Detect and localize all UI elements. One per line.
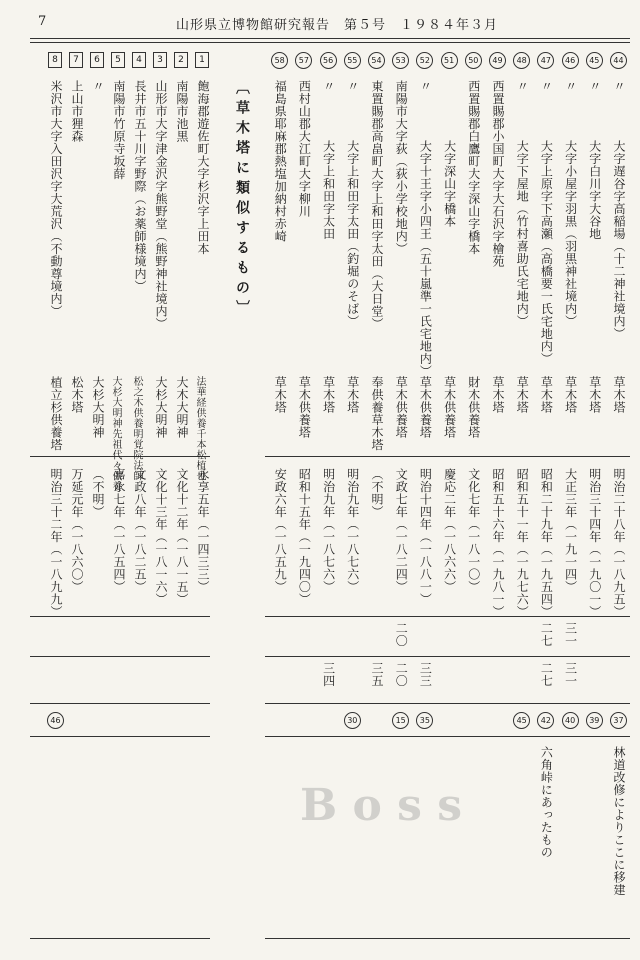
entry-number: 4 xyxy=(132,52,146,68)
entry-date: 明治二十八年（一八九五） xyxy=(612,468,626,618)
rule-right-2 xyxy=(265,616,630,617)
entry-date: 文政八年（一八二五） xyxy=(133,468,147,593)
entry-number: 1 xyxy=(195,52,209,68)
entry-number: 8 xyxy=(48,52,62,68)
entry-date: 慶応二年（一八六六） xyxy=(442,468,457,593)
entry-address: 大字上和田字太田 xyxy=(321,140,336,240)
entry-number: 7 xyxy=(69,52,83,68)
entry-reference: 39 xyxy=(586,712,603,729)
entry-number: 47 xyxy=(537,52,554,69)
entry-reference: 40 xyxy=(562,712,579,729)
entry-date: 嘉永七年（一八五四） xyxy=(112,468,126,593)
entry-place: 西置賜郡白鷹町大字深山字橋本 xyxy=(466,80,481,255)
entry-place: 〃 xyxy=(91,80,105,93)
entry-name: 草木塔 xyxy=(345,376,360,414)
entry-number: 54 xyxy=(368,52,385,69)
entry-place: 〃 xyxy=(418,80,433,93)
entry-place: 長井市五十川字野際（お薬師様境内） xyxy=(133,80,147,293)
entry-address: 大字深山字橋本 xyxy=(442,140,457,228)
entry-date: 明治三十四年（一九〇一） xyxy=(587,468,602,618)
rule-right-3 xyxy=(265,656,630,657)
entry-name: 植立杉供養塔 xyxy=(49,376,63,451)
entry-number: 3 xyxy=(153,52,167,68)
entry-date: 永享五年（一四三三） xyxy=(196,468,210,593)
rule-right-4 xyxy=(265,703,630,704)
entry-name: 草木供養塔 xyxy=(394,376,409,439)
entry-number: 2 xyxy=(174,52,188,68)
entry-name: 草木供養塔 xyxy=(297,376,312,439)
rule-left-4 xyxy=(30,703,210,704)
entry-reference: 37 xyxy=(610,712,627,729)
entry-reference: 46 xyxy=(47,712,64,729)
entry-height-1: 二〇 xyxy=(394,622,409,647)
entry-place: 〃 xyxy=(587,80,602,93)
rule-right-5 xyxy=(265,736,630,737)
entry-number: 57 xyxy=(295,52,312,69)
section-title: 〔草木塔に類似するもの〕 xyxy=(234,80,250,320)
entry-height-2: 二〇 xyxy=(394,662,409,687)
entry-place: 〃 xyxy=(515,80,530,93)
entry-date: 安政六年（一八五九） xyxy=(273,468,288,593)
entry-height-2: 三五 xyxy=(370,662,384,687)
entry-place: 飽海郡遊佐町大字杉沢字上田本 xyxy=(196,80,210,255)
entry-address: 大字十王字小四王（五十嵐準一氏宅地内） xyxy=(418,140,433,378)
entry-place: 南陽市大字荻（荻小学校地内） xyxy=(394,80,409,255)
entry-number: 51 xyxy=(441,52,458,69)
entry-number: 46 xyxy=(562,52,579,69)
entry-place: 福島県耶麻郡熱塩加納村赤崎 xyxy=(273,80,288,243)
entry-number: 6 xyxy=(90,52,104,68)
entry-date: （不明） xyxy=(370,468,384,518)
entry-name: 草木塔 xyxy=(515,376,530,414)
entry-name: 大杉大明神 xyxy=(154,376,168,439)
running-head: 山形県立博物館研究報告 第５号 １９８４年３月 xyxy=(176,18,499,33)
entry-date: 大正三年（一九一四） xyxy=(563,468,578,593)
entry-date: 昭和五十六年（一九八一） xyxy=(491,468,505,618)
entry-height-2: 三一 xyxy=(563,662,578,687)
entry-number: 56 xyxy=(320,52,337,69)
entry-address: 大字上和田字太田（釣堀のそば） xyxy=(345,140,360,328)
entry-number: 58 xyxy=(271,52,288,69)
entry-name: 草木塔 xyxy=(273,376,288,414)
entry-name: 草木塔 xyxy=(491,376,505,414)
watermark-stamp: B o s s xyxy=(300,780,463,831)
entry-number: 55 xyxy=(344,52,361,69)
entry-number: 53 xyxy=(392,52,409,69)
entry-height-1: 二七 xyxy=(539,622,554,647)
entry-reference: 30 xyxy=(344,712,361,729)
entry-place: 〃 xyxy=(563,80,578,93)
entry-place: 南陽市池黒 xyxy=(175,80,189,143)
entry-name: 大杉大明神先祖代々供養 xyxy=(110,376,121,492)
entry-address: 大字白川字大谷地 xyxy=(587,140,602,240)
entry-height-2: 三四 xyxy=(321,662,336,687)
entry-date: 万延元年（一八六〇） xyxy=(70,468,84,593)
entry-name: 奉供養草木塔 xyxy=(370,376,384,451)
entry-place: 東置賜郡高畠町大字上和田字太田（大日堂） xyxy=(370,80,384,330)
rule-left-bottom xyxy=(30,938,210,939)
entry-reference: 42 xyxy=(537,712,554,729)
entry-date: 昭和二十九年（一九五四） xyxy=(539,468,554,618)
entry-name: 草木塔 xyxy=(321,376,336,414)
entry-height-1: 三一 xyxy=(563,622,578,647)
rule-right-bottom xyxy=(265,938,630,939)
entry-reference: 15 xyxy=(392,712,409,729)
rule-right-1 xyxy=(265,456,630,457)
entry-height-2: 二七 xyxy=(539,662,554,687)
entry-reference: 45 xyxy=(513,712,530,729)
entry-date: 文化十三年（一八一六） xyxy=(154,468,168,606)
entry-address: 大字遅谷字高稲場（十二神社境内） xyxy=(612,140,626,340)
header-rule xyxy=(30,38,630,39)
entry-name: 大杉大明神 xyxy=(91,376,105,439)
entry-place: 〃 xyxy=(321,80,336,93)
entry-address: 大字小屋字羽黒（羽黒神社境内） xyxy=(563,140,578,328)
entry-place: 上山市狸森 xyxy=(70,80,84,143)
entry-number: 45 xyxy=(586,52,603,69)
entry-date: 明治九年（一八七六） xyxy=(321,468,336,593)
entry-date: 明治十四年（一八八一） xyxy=(418,468,433,606)
entry-height-2: 三三 xyxy=(418,662,433,687)
entry-date: 文政七年（一八二四） xyxy=(394,468,409,593)
entry-number: 5 xyxy=(111,52,125,68)
entry-number: 49 xyxy=(489,52,506,69)
entry-name: 財木供養塔 xyxy=(466,376,481,439)
entry-place: 南陽市竹原寺坂薛 xyxy=(112,80,126,180)
page-number: 7 xyxy=(38,14,47,29)
entry-place: 〃 xyxy=(612,80,626,93)
entry-address: 大字下屋地（竹村喜助氏宅地内） xyxy=(515,140,530,328)
entry-name: 松木塔 xyxy=(70,376,84,414)
entry-date: 文化七年（一八一〇） xyxy=(466,468,481,593)
rule-left-5 xyxy=(30,736,210,737)
entry-number: 44 xyxy=(610,52,627,69)
entry-name: 大木大明神 xyxy=(175,376,189,439)
entry-name: 草木塔 xyxy=(563,376,578,414)
entry-reference: 35 xyxy=(416,712,433,729)
entry-place: 山形市大字津金沢字熊野堂（熊野神社境内） xyxy=(154,80,168,330)
entry-number: 48 xyxy=(513,52,530,69)
entry-name: 草木供養塔 xyxy=(418,376,433,439)
header-rule-2 xyxy=(30,42,630,43)
entry-name: 草木供養塔 xyxy=(442,376,457,439)
entry-date: 明治三十二年（一八九九） xyxy=(49,468,63,618)
entry-place: 米沢市大字入田沢字大荒沢（不動尊境内） xyxy=(49,80,63,318)
entry-date: 昭和五十一年（一九七六） xyxy=(515,468,530,618)
entry-place: 〃 xyxy=(345,80,360,93)
entry-date: 明治九年（一八七六） xyxy=(345,468,360,593)
entry-name: 草木塔 xyxy=(612,376,626,414)
entry-place: 西置賜郡小国町大字大石沢字檜苑 xyxy=(491,80,505,268)
entry-number: 50 xyxy=(465,52,482,69)
entry-note: 六角峠にあったもの xyxy=(539,746,554,859)
entry-name: 法華経供養千本松植也 xyxy=(194,376,205,481)
entry-name: 草木塔 xyxy=(539,376,554,414)
entry-place: 〃 xyxy=(539,80,554,93)
entry-name: 草木塔 xyxy=(587,376,602,414)
entry-date: 昭和十五年（一九四〇） xyxy=(297,468,312,606)
entry-number: 52 xyxy=(416,52,433,69)
rule-left-3 xyxy=(30,656,210,657)
entry-name: 松之木供養明覚院法師 xyxy=(131,376,142,481)
entry-date: 文化十二年（一八一五） xyxy=(175,468,189,606)
entry-place: 西村山郡大江町大字柳川 xyxy=(297,80,312,218)
entry-address: 大字上原字下高瀬（高橋要一氏宅地内） xyxy=(539,140,554,365)
entry-note: 林道改修によりここに移建 xyxy=(612,746,626,896)
entry-date: （不明） xyxy=(91,468,105,518)
